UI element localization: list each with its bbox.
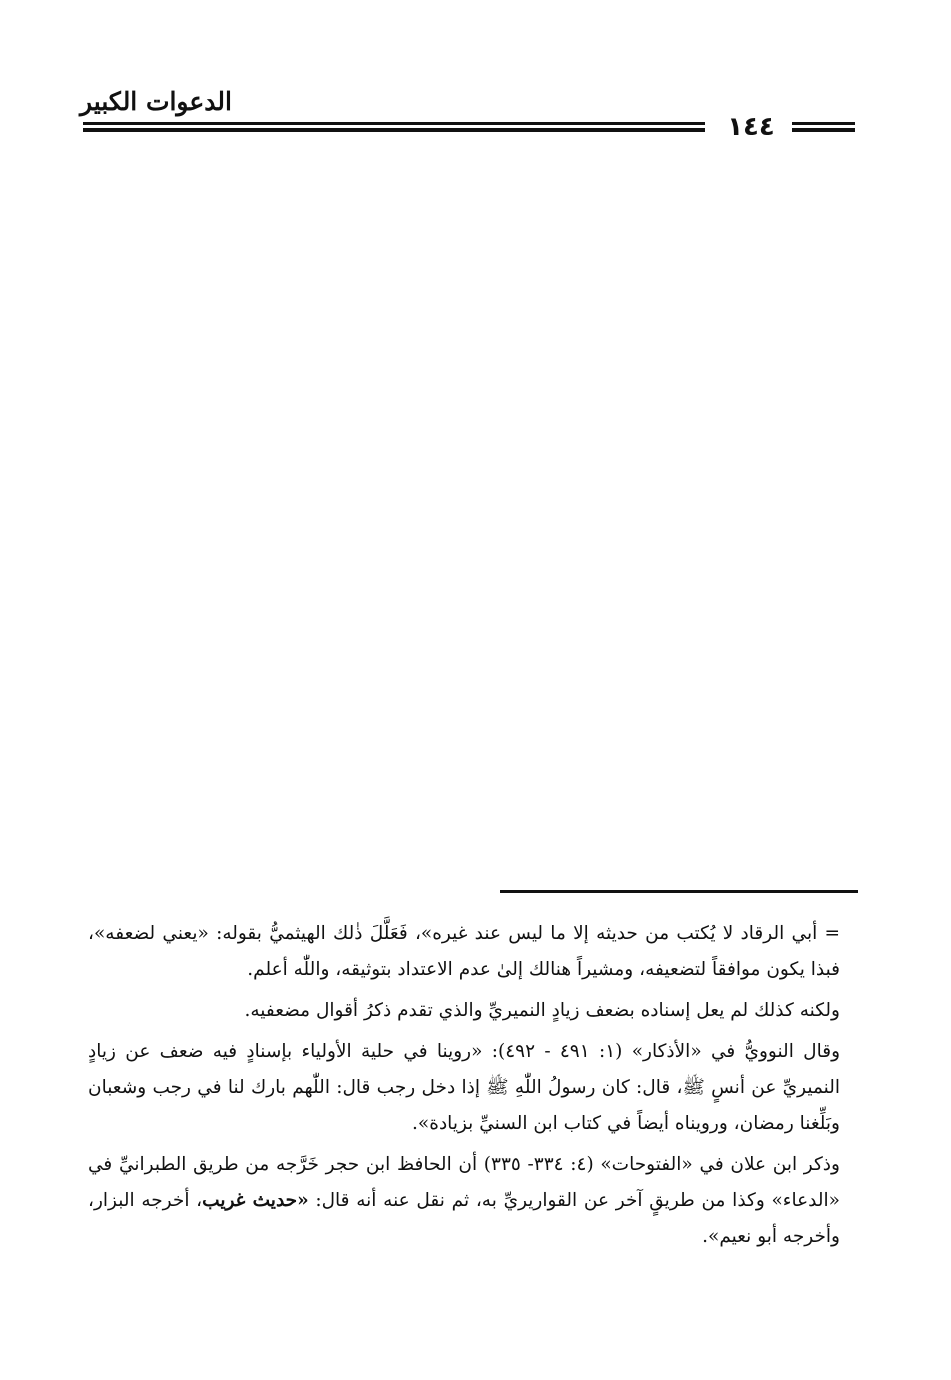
header-rule-line-bottom <box>83 128 705 132</box>
footnote-paragraph-1: = أبي الرقاد لا يُكتب من حديثه إلا ما ليس عند غيره»، فَعَلَّلَ ذٰلك الهيثميُّ بقوله: «يعني لضعفه»، فبذا يكون موافقاً لتضعيفه، ومشيراً هنالك إلىٰ عدم الاعتداد بتوثيقه، واللّٰه أعلم. <box>88 923 840 980</box>
footnote-paragraph-4-tail: ، أخرجه البزار، وأخرجه أبو نعيم». <box>88 1190 840 1247</box>
running-title: الدعوات الكبير <box>80 87 232 116</box>
side-rule-line-top <box>792 122 855 125</box>
footnote-paragraph-3: وقال النوويُّ في «الأذكار» (١: ٤٩١ - ٤٩٢): «روينا في حلية الأولياء بإسنادٍ فيه ضعف عن زيادٍ النميريِّ عن أنسٍ ﷺ، قال: كان رسولُ اللّٰهِ ﷺ إذا دخل رجب قال: اللّٰهم بارك لنا في رجب وشعبان وبَلِّغنا رمضان، ورويناه أيضاً في كتاب ابن السنيِّ بزيادة». <box>88 1041 840 1134</box>
side-rule-line-bottom <box>792 128 855 132</box>
header-side-rule <box>792 122 855 134</box>
footnote-paragraph-4-bold: «حديث غريب <box>202 1190 309 1211</box>
header-double-rule <box>83 122 705 134</box>
footnote-paragraph-2: ولكنه كذلك لم يعل إسناده بضعف زيادٍ النميريِّ والذي تقدم ذكرُ أقوال مضعفيه. <box>244 1000 840 1021</box>
footnote-paragraph-4-text: وذكر ابن علان في «الفتوحات» (٤: ٣٣٤- ٣٣٥) أن الحافظ ابن حجر خَرَّجه من طريق الطبرانيِّ في «الدعاء» وكذا من طريقٍ آخر عن القواريريِّ به، ثم نقل عنه أنه قال: <box>88 1154 840 1211</box>
footnotes <box>88 916 840 1260</box>
page-number: ١٤٤ <box>727 112 775 142</box>
footnote-separator <box>500 890 858 893</box>
footnote-paragraph-4 <box>88 1147 840 1255</box>
header-rule-line-top <box>83 122 705 125</box>
